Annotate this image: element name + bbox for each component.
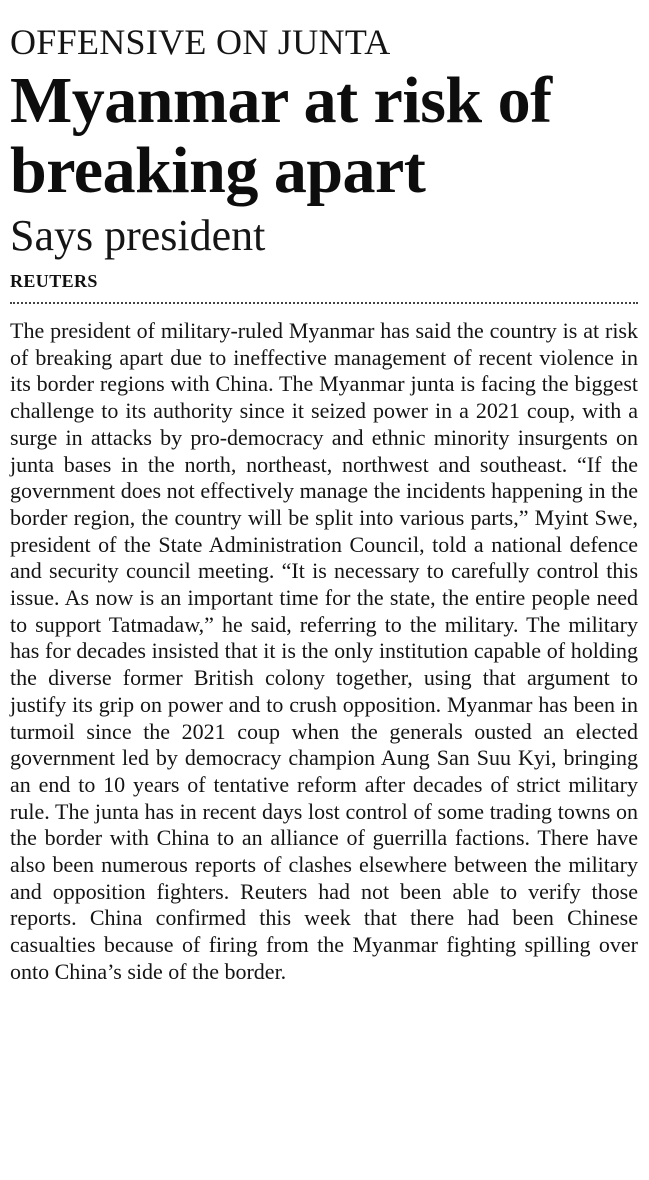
article-body: The president of military-ruled Myanmar has said the country is at risk of breaking apart due to ineffective management of recent violence in its border regions with China. The Myanmar junta is facing the biggest challenge to its authority since it seized power in a 2021 coup, with a surge in attacks by pro-democracy and ethnic minority insurgents on junta bases in the north, northeast, northwest and southeast. “If the government does not effectively manage the incidents happening in the border region, the country will be split into various parts,” Myint Swe, president of the State Administration Council, told a national defence and security council meeting. “It is necessary to carefully control this issue. As now is an important time for the state, the entire people need to support Tatmadaw,” he said, referring to the military. The military has for decades insisted that it is the only institution capable of holding the diverse former British colony together, using that argument to justify its grip on power and to crush opposition. Myanmar has been in turmoil since the 2021 coup when the generals ousted an elected government led by democracy champion Aung San Suu Kyi, bringing an end to 10 years of tentative reform after decades of strict military rule. The junta has in recent days lost control of some trading towns on the border with China to an alliance of guerrilla factions. There have also been numerous reports of clashes elsewhere between the military and opposition fighters. Reuters had not been able to verify those reports. China confirmed this week that there had been Chinese casualties because of firing from the Myanmar fighting spilling over onto China’s side of the border. <box>10 318 638 984</box>
article-subheadline: Says president <box>10 211 266 260</box>
dotted-divider <box>10 302 638 304</box>
article-byline: REUTERS <box>10 271 98 291</box>
news-article <box>10 10 638 986</box>
article-headline: Myanmar at risk of breaking apart <box>10 64 552 207</box>
article-kicker: OFFENSIVE ON JUNTA <box>10 22 391 62</box>
